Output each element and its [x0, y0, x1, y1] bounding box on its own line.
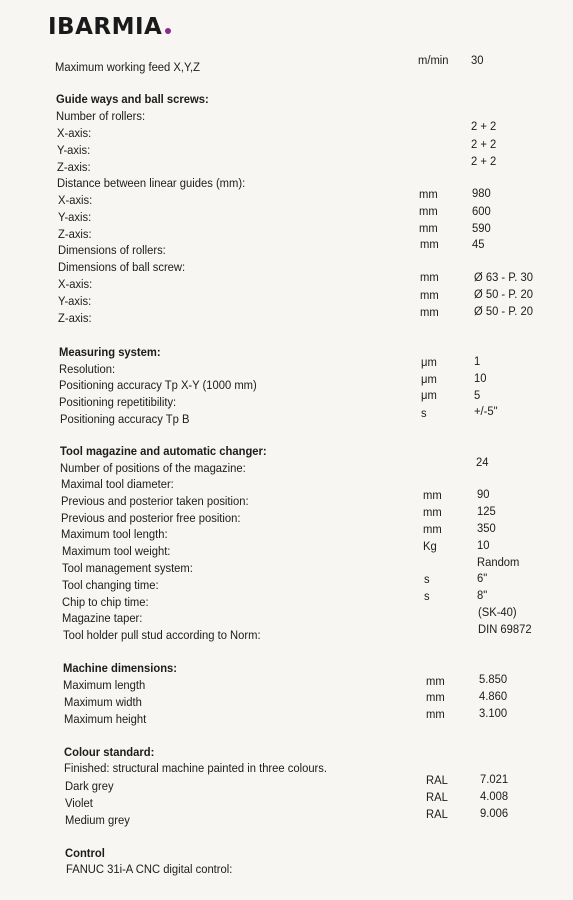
spec-unit: mm	[420, 305, 439, 319]
spec-unit: μm	[421, 355, 437, 369]
spec-label-resolution: Resolution:	[59, 362, 116, 376]
section-heading-tool-magazine-and-automatic-changer: Tool magazine and automatic changer:	[60, 444, 267, 458]
spec-label-z-axis: Z-axis:	[57, 160, 91, 174]
spec-unit: RAL	[426, 807, 448, 821]
spec-label-y-axis: Y-axis:	[58, 294, 92, 308]
spec-value: 7.021	[480, 772, 509, 786]
spec-label-y-axis: Y-axis:	[57, 143, 91, 157]
spec-label-x-axis: X-axis:	[57, 126, 92, 140]
spec-value: 5	[474, 388, 481, 402]
spec-label-distance-between-linear-guides-mm: Distance between linear guides (mm):	[57, 176, 246, 190]
spec-value: 6"	[477, 571, 488, 585]
spec-value: 9.006	[480, 806, 509, 820]
spec-value: 10	[474, 371, 487, 385]
spec-value: +/-5"	[474, 404, 498, 418]
spec-unit: mm	[426, 690, 445, 704]
spec-value: 2 + 2	[471, 137, 497, 151]
spec-label-violet: Violet	[65, 796, 93, 810]
spec-value: 2 + 2	[471, 119, 497, 133]
spec-unit: mm	[423, 488, 442, 502]
spec-unit: RAL	[426, 790, 448, 804]
spec-label-tool-changing-time: Tool changing time:	[62, 578, 159, 592]
spec-value: 4.860	[479, 689, 508, 703]
spec-label-dimensions-of-rollers: Dimensions of rollers:	[58, 243, 166, 257]
brand-name: IBARMIA	[48, 14, 163, 40]
spec-value: Ø 50 - P. 20	[474, 287, 534, 301]
spec-value: 24	[476, 455, 489, 469]
section-heading-control: Control	[65, 846, 105, 860]
spec-value: 8"	[477, 588, 488, 602]
spec-value: DIN 69872	[478, 622, 532, 636]
spec-value: 125	[477, 504, 496, 518]
spec-unit: mm	[419, 187, 438, 201]
spec-value: 10	[477, 538, 490, 552]
spec-label-maximum-tool-length: Maximum tool length:	[61, 527, 168, 541]
section-heading-machine-dimensions: Machine dimensions:	[63, 661, 178, 675]
spec-value: (SK-40)	[478, 605, 517, 619]
spec-value: Random	[477, 555, 520, 569]
spec-value: 980	[472, 186, 491, 200]
spec-label-finished-structural-machine-painted-in-three-colours: Finished: structural machine painted in three colours.	[64, 761, 328, 775]
spec-value: 350	[477, 521, 496, 535]
spec-label-z-axis: Z-axis:	[58, 311, 92, 325]
spec-label-positioning-accuracy-tp-x-y-1000-mm: Positioning accuracy Tp X-Y (1000 mm)	[59, 378, 257, 392]
spec-value: 600	[472, 204, 491, 218]
spec-value: 30	[471, 53, 484, 67]
section-heading-guide-ways-and-ball-screws: Guide ways and ball screws:	[56, 92, 209, 106]
spec-value: 90	[477, 487, 490, 501]
spec-unit: mm	[426, 707, 445, 721]
spec-value: 45	[472, 237, 485, 251]
spec-unit: μm	[421, 388, 437, 402]
spec-unit: mm	[419, 204, 438, 218]
spec-label-number-of-rollers: Number of rollers:	[56, 109, 146, 123]
section-heading-measuring-system: Measuring system:	[59, 345, 161, 359]
logo-dot-icon	[165, 28, 171, 34]
spec-value: Ø 50 - P. 20	[474, 304, 534, 318]
spec-label-dark-grey: Dark grey	[65, 779, 114, 793]
spec-label-maximum-height: Maximum height	[64, 712, 147, 726]
spec-unit: s	[421, 406, 427, 420]
spec-value: Ø 63 - P. 30	[474, 270, 534, 284]
spec-label-medium-grey: Medium grey	[65, 813, 130, 827]
spec-label-maximum-width: Maximum width	[64, 695, 142, 709]
spec-value: 2 + 2	[471, 154, 497, 168]
spec-unit: mm	[420, 288, 439, 302]
spec-unit: s	[424, 589, 430, 603]
spec-label-number-of-positions-of-the-magazine: Number of positions of the magazine:	[60, 461, 246, 475]
spec-label-previous-and-posterior-taken-position: Previous and posterior taken position:	[61, 494, 249, 508]
spec-label-tool-holder-pull-stud-according-to-norm: Tool holder pull stud according to Norm:	[63, 628, 261, 642]
spec-unit: mm	[419, 221, 438, 235]
spec-value: 4.008	[480, 789, 509, 803]
spec-label-chip-to-chip-time: Chip to chip time:	[62, 595, 149, 609]
spec-label-positioning-repetitibility: Positioning repetitibility:	[59, 395, 177, 409]
section-heading-colour-standard: Colour standard:	[64, 745, 155, 759]
brand-logo	[48, 14, 171, 40]
spec-label-x-axis: X-axis:	[58, 193, 93, 207]
spec-label-y-axis: Y-axis:	[58, 210, 92, 224]
spec-unit: mm	[420, 237, 439, 251]
spec-unit: mm	[420, 270, 439, 284]
spec-value: 3.100	[479, 706, 508, 720]
spec-unit: m/min	[418, 53, 449, 67]
spec-label-tool-management-system: Tool management system:	[62, 561, 193, 575]
spec-label-previous-and-posterior-free-position: Previous and posterior free position:	[61, 511, 241, 525]
spec-label-maximum-tool-weight: Maximum tool weight:	[62, 544, 171, 558]
spec-label-maximum-working-feed-x-y-z: Maximum working feed X,Y,Z	[55, 60, 200, 74]
spec-label-positioning-accuracy-tp-b: Positioning accuracy Tp B	[60, 412, 190, 426]
spec-label-fanuc-31i-a-cnc-digital-control: FANUC 31i-A CNC digital control:	[66, 862, 233, 876]
spec-unit: s	[424, 572, 430, 586]
spec-unit: RAL	[426, 773, 448, 787]
spec-label-maximum-length: Maximum length	[63, 678, 146, 692]
spec-value: 1	[474, 354, 481, 368]
spec-label-dimensions-of-ball-screw: Dimensions of ball screw:	[58, 260, 186, 274]
spec-unit: mm	[423, 505, 442, 519]
spec-unit: Kg	[423, 539, 437, 553]
spec-unit: μm	[421, 372, 437, 386]
spec-unit: mm	[426, 674, 445, 688]
spec-unit: mm	[423, 522, 442, 536]
spec-label-x-axis: X-axis:	[58, 277, 93, 291]
spec-value: 590	[472, 221, 491, 235]
spec-label-maximal-tool-diameter: Maximal tool diameter:	[61, 477, 174, 491]
spec-value: 5.850	[479, 672, 508, 686]
spec-label-z-axis: Z-axis:	[58, 227, 92, 241]
spec-label-magazine-taper: Magazine taper:	[62, 611, 143, 625]
